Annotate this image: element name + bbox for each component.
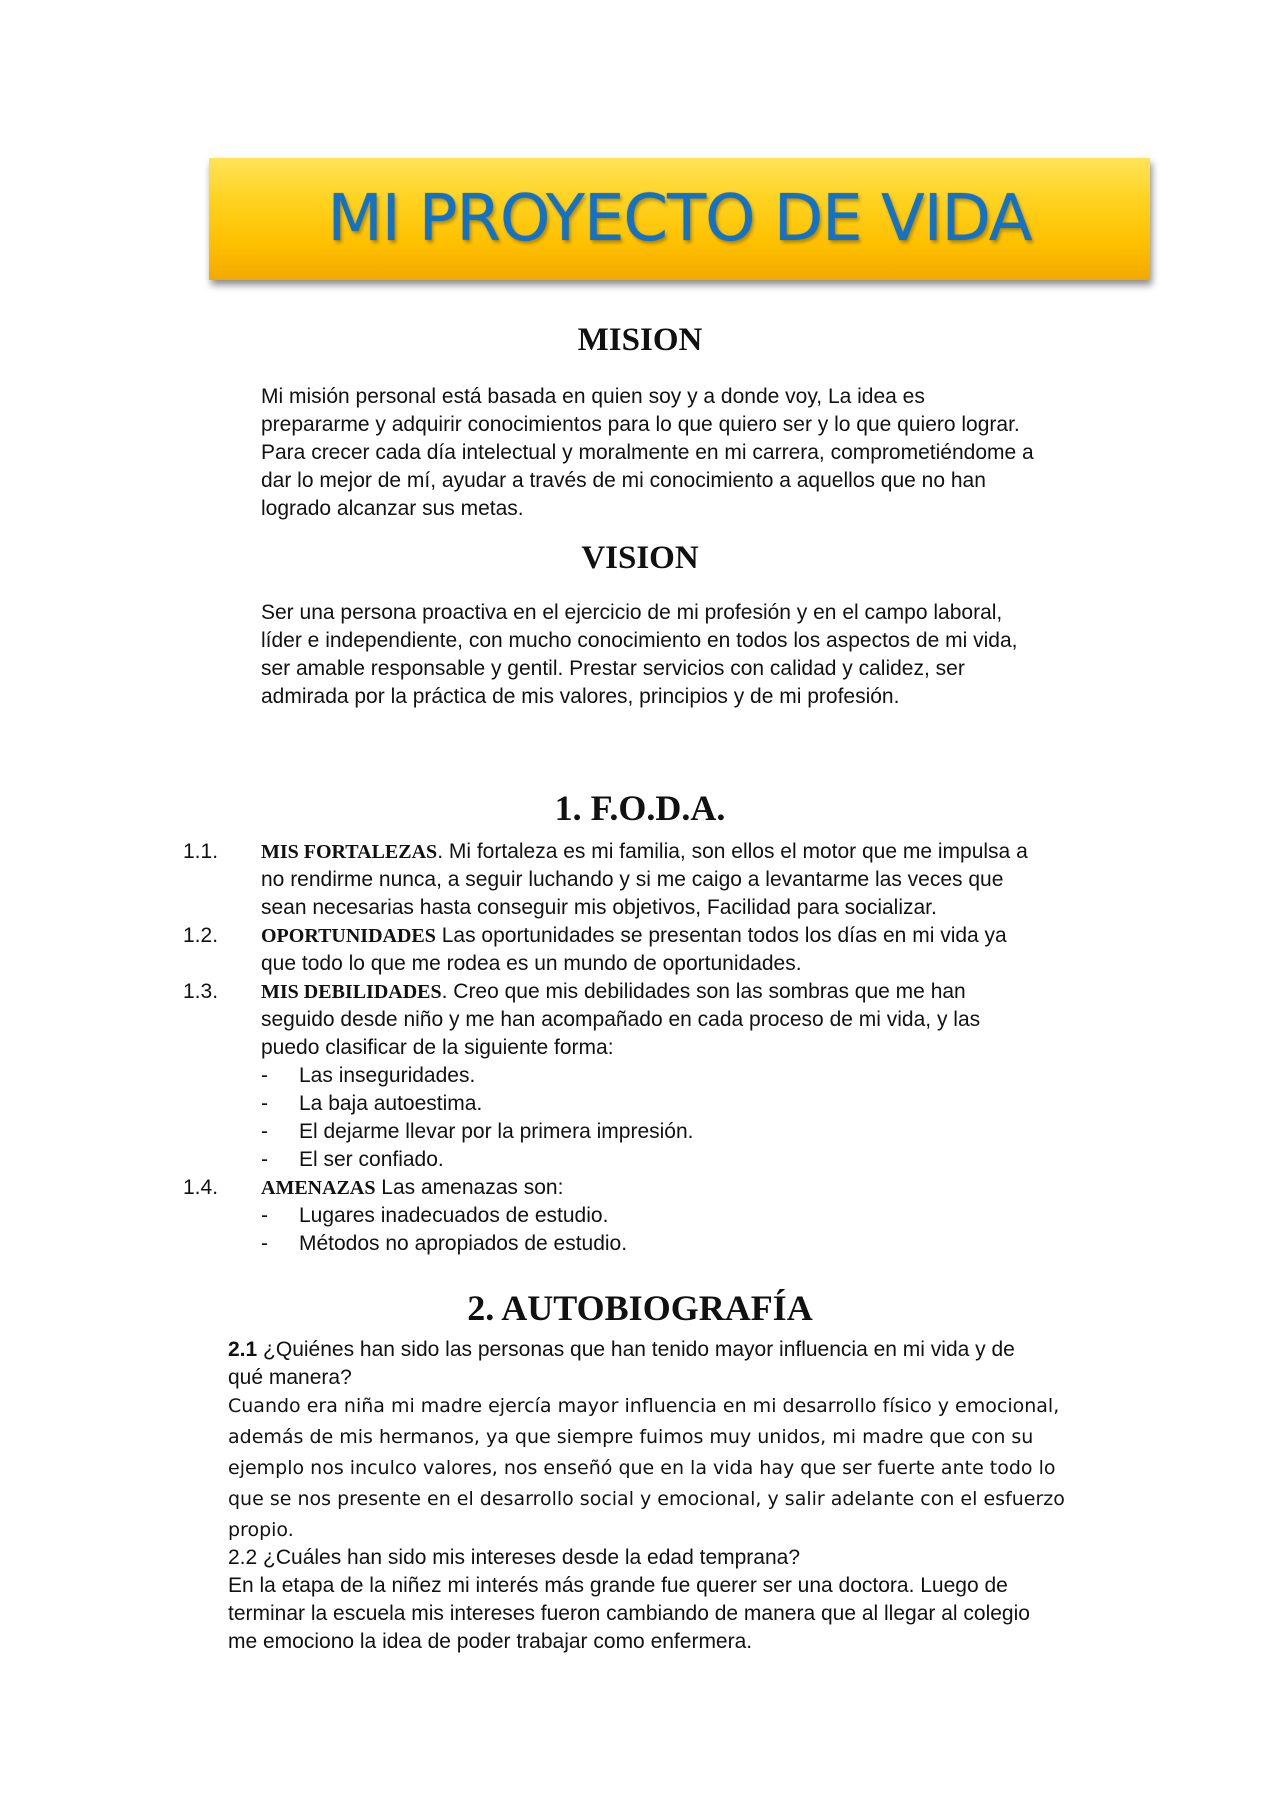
document-title: MI PROYECTO DE VIDA: [327, 182, 1032, 256]
bullet-dash: -: [261, 1232, 268, 1255]
list-item: - Las inseguridades.: [261, 1062, 475, 1090]
list-item: - El dejarme llevar por la primera impresión.: [261, 1118, 693, 1146]
item-text: no rendirme nunca, a seguir luchando y si me caigo a levantarme las veces que: [261, 868, 1004, 891]
mision-paragraph: [261, 383, 1034, 523]
answer-line: me emociono la idea de poder trabajar como enfermera.: [228, 1630, 753, 1653]
item-text: . Mi fortaleza es mi familia, son ellos el motor que me impulsa a: [437, 840, 1028, 863]
vision-paragraph: [261, 599, 1017, 711]
mision-heading: MISION: [577, 322, 703, 358]
vision-line: ser amable responsable y gentil. Prestar servicios con calidad y calidez, ser: [261, 657, 965, 680]
list-item: - Métodos no apropiados de estudio.: [261, 1230, 627, 1258]
item-text: . Creo que mis debilidades son las sombras que me han: [441, 980, 966, 1003]
item-number: 1.4.: [183, 1176, 219, 1199]
answer-line: Cuando era niña mi madre ejercía mayor influencia en mi desarrollo físico y emocional,: [228, 1395, 1060, 1417]
oportunidades-item: [261, 922, 1111, 978]
fortalezas-item: [261, 838, 1111, 922]
item-keyword: MIS DEBILIDADES: [261, 981, 442, 1003]
answer-line: terminar la escuela mis intereses fueron cambiando de manera que al llegar al colegio: [228, 1602, 1030, 1625]
list-item: - La baja autoestima.: [261, 1090, 482, 1118]
vision-line: Ser una persona proactiva en el ejercicio de mi profesión y en el campo laboral,: [261, 601, 1003, 624]
answer-line: propio.: [228, 1519, 294, 1541]
mision-line: Mi misión personal está basada en quien soy y a donde voy, La idea es: [261, 385, 925, 408]
question-text: qué manera?: [228, 1366, 352, 1389]
item-keyword: MIS FORTALEZAS: [261, 841, 438, 863]
mision-line: dar lo mejor de mí, ayudar a través de mi conocimiento a aquellos que no han: [261, 469, 986, 492]
answer-line: ejemplo nos inculco valores, nos enseñó que en la vida hay que ser fuerte ante todo lo: [228, 1457, 1056, 1479]
bullet-dash: -: [261, 1204, 268, 1227]
answer-2-1: [228, 1391, 1065, 1546]
mision-line: prepararme y adquirir conocimientos para lo que quiero ser y lo que quiero lograr.: [261, 413, 1020, 436]
question-2-2: [228, 1544, 1030, 1656]
answer-line: En la etapa de la niñez mi interés más grande fue querer ser una doctora. Luego de: [228, 1574, 1008, 1597]
vision-heading: VISION: [581, 540, 699, 576]
item-keyword: OPORTUNIDADES: [261, 925, 436, 947]
vision-line: líder e independiente, con mucho conocimiento en todos los aspectos de mi vida,: [261, 629, 1018, 652]
item-text: Las amenazas son:: [375, 1176, 564, 1199]
item-keyword: AMENAZAS: [261, 1177, 376, 1199]
item-text: sean necesarias hasta conseguir mis objetivos, Facilidad para socializar.: [261, 896, 937, 919]
title-banner: [209, 158, 1150, 280]
autobiografia-heading: 2. AUTOBIOGRAFÍA: [467, 1288, 813, 1328]
item-number: 1.3.: [183, 980, 219, 1003]
foda-heading: 1. F.O.D.A.: [554, 788, 726, 828]
mision-line: Para crecer cada día intelectual y moralmente en mi carrera, comprometiéndome a: [261, 441, 1034, 464]
bullet-dash: -: [261, 1064, 268, 1087]
list-item: - El ser confiado.: [261, 1146, 444, 1174]
question-text: ¿Quiénes han sido las personas que han tenido mayor influencia en mi vida y de: [257, 1338, 1015, 1361]
bullet-dash: -: [261, 1148, 268, 1171]
question-text: 2.2 ¿Cuáles han sido mis intereses desde la edad temprana?: [228, 1546, 801, 1569]
question-2-1: [228, 1336, 1015, 1392]
bullet-dash: -: [261, 1092, 268, 1115]
amenazas-item: [261, 1174, 1111, 1202]
mision-line: logrado alcanzar sus metas.: [261, 497, 524, 520]
item-text: que todo lo que me rodea es un mundo de oportunidades.: [261, 952, 802, 975]
question-number: 2.1: [228, 1338, 258, 1361]
item-text: puedo clasificar de la siguiente forma:: [261, 1036, 614, 1059]
list-item: - Lugares inadecuados de estudio.: [261, 1202, 608, 1230]
bullet-dash: -: [261, 1120, 268, 1143]
answer-line: además de mis hermanos, ya que siempre fuimos muy unidos, mi madre que con su: [228, 1426, 1034, 1448]
item-number: 1.1.: [183, 840, 219, 863]
debilidades-item: [261, 978, 1111, 1062]
item-text: seguido desde niño y me han acompañado en cada proceso de mi vida, y las: [261, 1008, 981, 1031]
item-text: Las oportunidades se presentan todos los días en mi vida ya: [435, 924, 1007, 947]
item-number: 1.2.: [183, 924, 219, 947]
vision-line: admirada por la práctica de mis valores, principios y de mi profesión.: [261, 685, 900, 708]
answer-line: que se nos presente en el desarrollo social y emocional, y salir adelante con el esfuerzo: [228, 1488, 1065, 1510]
